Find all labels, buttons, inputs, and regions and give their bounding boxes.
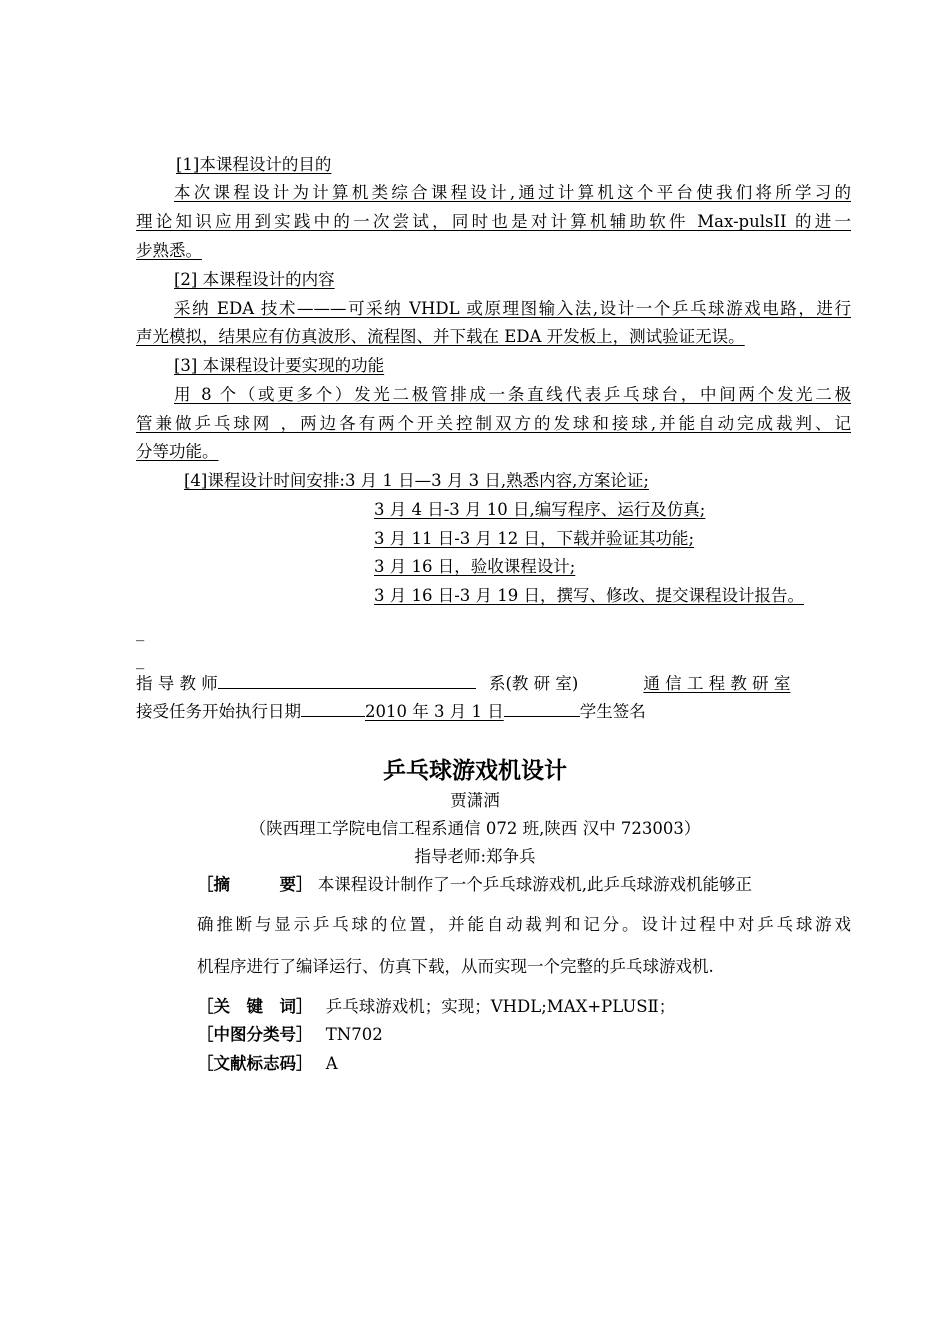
keywords-row xyxy=(197,995,851,1019)
section-3-heading: [3] 本课程设计要实现的功能 xyxy=(174,356,385,375)
dept-label: 系(教 研 室) xyxy=(489,674,579,693)
schedule-item: 3 月 16 日-3 月 19 日，撰写、修改、提交课程设计报告。 xyxy=(374,586,805,605)
section-1-line-1: 本次课程设计为计算机类综合课程设计,通过计算机这个平台使我们将所学习的 xyxy=(174,183,851,202)
advisor-signature-blank xyxy=(218,670,476,689)
keywords-label: ［关 键 词］ xyxy=(197,997,313,1016)
dash-mark-2: _ xyxy=(136,650,145,669)
schedule-row-5 xyxy=(136,584,851,608)
schedule-row-4 xyxy=(136,555,851,579)
section-2-line-1: 采纳 EDA 技术———可采纳 VHDL 或原理图输入法,设计一个乒乓球游戏电路，进行 xyxy=(174,299,851,318)
doc-code-value: A xyxy=(325,1054,338,1073)
schedule-row-2 xyxy=(136,498,851,522)
paper-title: 乒乓球游戏机设计 xyxy=(383,758,567,784)
schedule-item: 3 月 1 日—3 月 3 日,熟悉内容,方案论证; xyxy=(344,471,649,490)
schedule-item: 3 月 11 日-3 月 12 日，下载并验证其功能; xyxy=(374,529,695,548)
blank-line xyxy=(301,698,365,717)
schedule-item: 3 月 16 日，验收课程设计; xyxy=(374,557,576,576)
clc-row xyxy=(197,1023,851,1047)
abstract-line-2: 确推断与显示乒乓球的位置，并能自动裁判和记分。设计过程中对乒乓球游戏 xyxy=(197,915,851,934)
start-date-value: 2010 年 3 月 1 日 xyxy=(365,702,504,721)
clc-value: TN702 xyxy=(325,1025,383,1044)
schedule-row-1 xyxy=(136,469,851,493)
section-3-line-2: 管兼做乒乓球网 ，两边各有两个开关控制双方的发球和接球,并能自动完成裁判、记 xyxy=(136,414,851,433)
schedule-row-3 xyxy=(136,527,851,551)
schedule-heading: [4]课程设计时间安排: xyxy=(184,471,345,490)
doc-code-label: ［文献标志码］ xyxy=(197,1054,313,1073)
student-signature-label: 学生签名 xyxy=(579,702,646,721)
doc-code-row xyxy=(197,1052,851,1076)
section-3-line-1: 用 8 个（或更多个）发光二极管排成一条直线代表乒乓球台，中间两个发光二极 xyxy=(174,385,851,404)
dept-value: 通 信 工 程 教 研 室 xyxy=(643,674,791,693)
section-2-heading: [2] 本课程设计的内容 xyxy=(174,270,335,289)
abstract-label: ［摘 要］ xyxy=(197,875,313,894)
advisor-dept-row xyxy=(136,670,851,696)
abstract-line-3: 机程序进行了编译运行、仿真下载，从而实现一个完整的乒乓球游戏机. xyxy=(197,957,714,976)
blank-line xyxy=(504,698,580,717)
section-3-line-3: 分等功能。 xyxy=(136,442,219,461)
start-date-label: 接受任务开始执行日期 xyxy=(136,702,301,721)
abstract-line-1 xyxy=(197,873,851,897)
section-1-line-2: 理论知识应用到实践中的一次尝试，同时也是对计算机辅助软件 Max-pulsII 的进一 xyxy=(136,212,851,231)
schedule-item: 3 月 4 日-3 月 10 日,编写程序、运行及仿真; xyxy=(374,500,706,519)
advisor-name: 指导老师:郑争兵 xyxy=(414,847,536,866)
clc-label: ［中图分类号］ xyxy=(197,1025,313,1044)
dash-mark-1: _ xyxy=(136,622,145,641)
section-1-heading: [1]本课程设计的目的 xyxy=(176,155,332,174)
advisor-label: 指 导 教 师 xyxy=(136,674,218,693)
start-date-row xyxy=(136,698,851,724)
keywords-value: 乒乓球游戏机；实现；VHDL;MAX+PLUSⅡ； xyxy=(325,997,676,1016)
section-2-line-2: 声光模拟，结果应有仿真波形、流程图、并下载在 EDA 开发板上，测试验证无误。 xyxy=(136,327,745,346)
author-name: 贾潇洒 xyxy=(450,791,500,810)
section-1-line-3: 步熟悉。 xyxy=(136,241,202,260)
affiliation: （陕西理工学院电信工程系通信 072 班,陕西 汉中 723003） xyxy=(249,819,701,838)
abstract-text-1: 本课程设计制作了一个乒乓球游戏机,此乒乓球游戏机能够正 xyxy=(317,875,752,894)
